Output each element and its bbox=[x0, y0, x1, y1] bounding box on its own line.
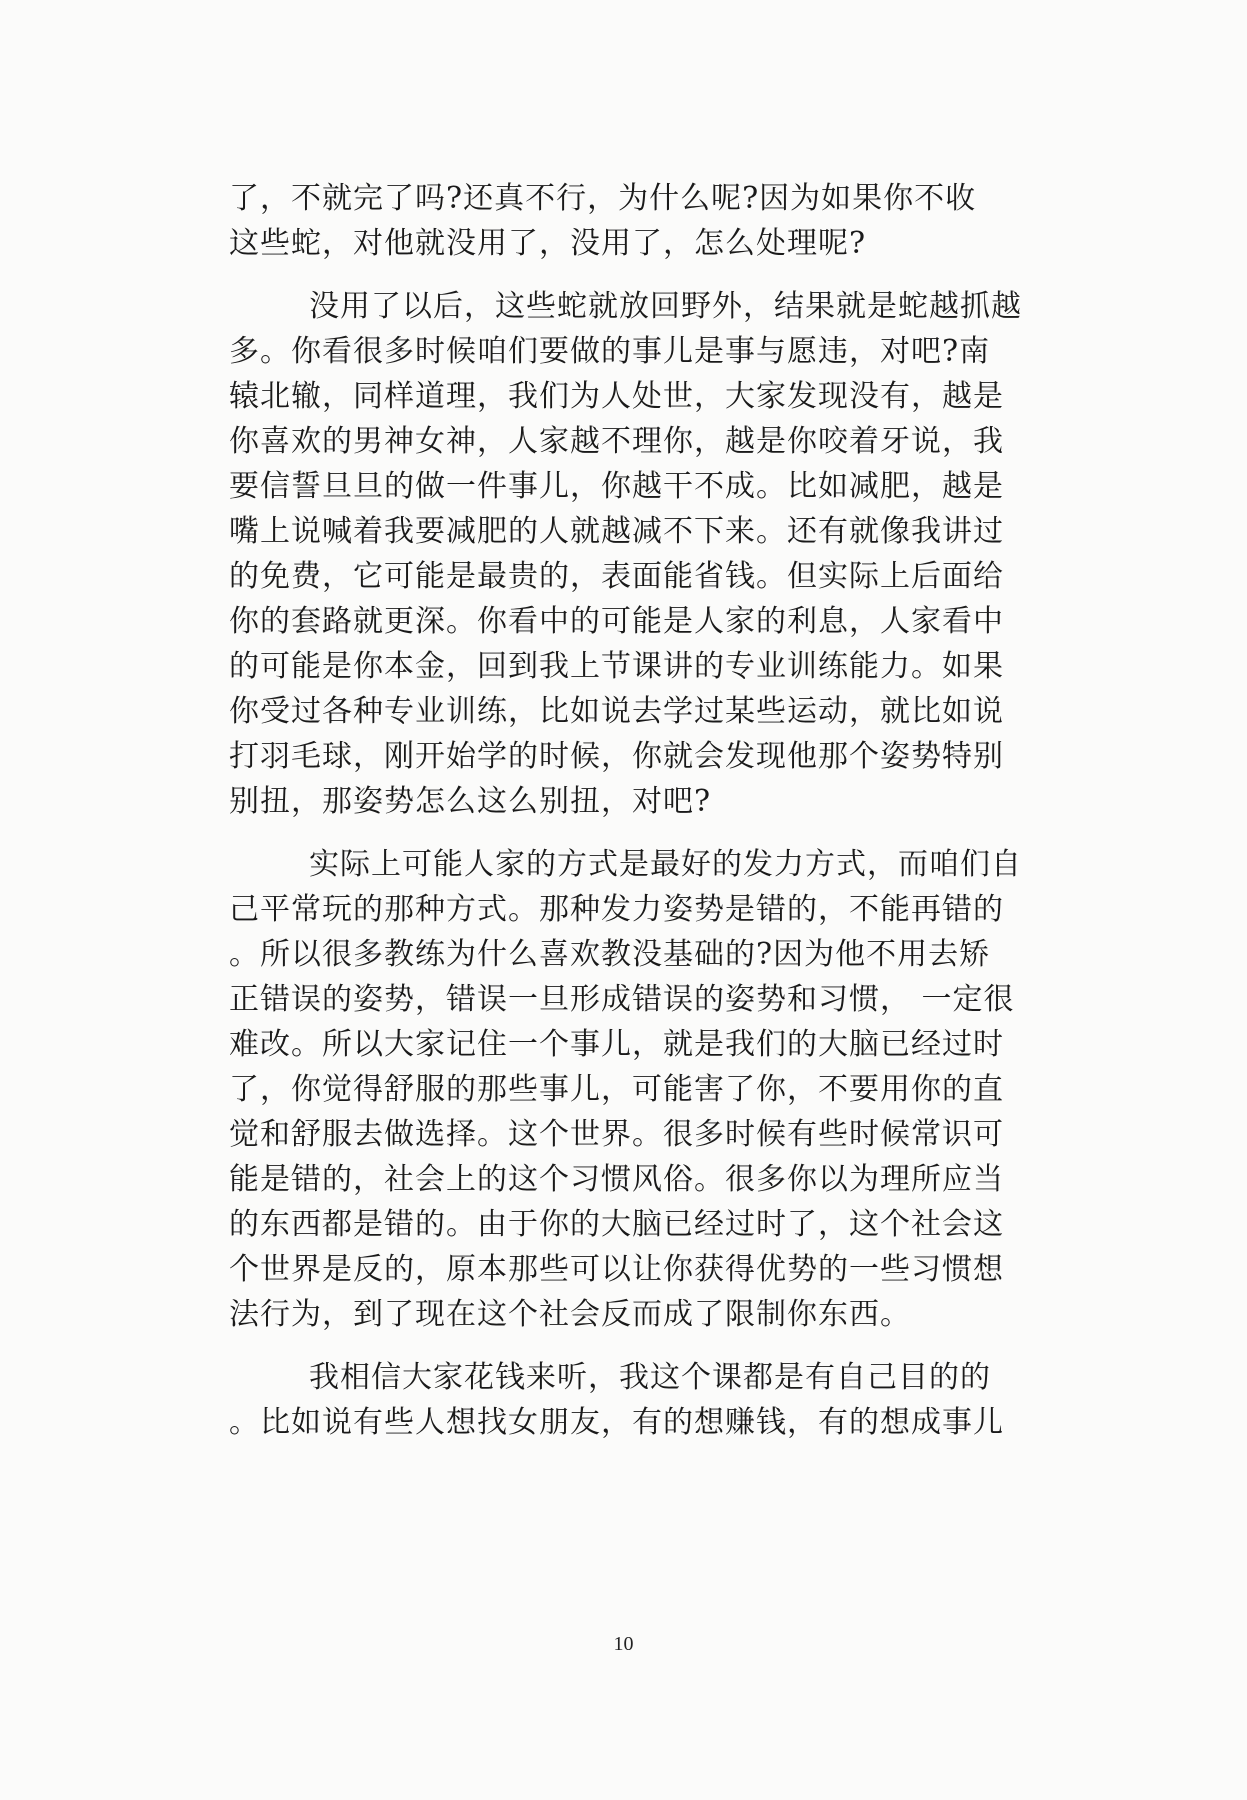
text-line: 你的套路就更深。你看中的可能是人家的利息，人家看中 bbox=[229, 604, 1004, 639]
text-line: 了，不就完了吗?还真不行，为什么呢?因为如果你不收 bbox=[229, 181, 977, 216]
page-number: 10 bbox=[613, 1633, 634, 1655]
body-text bbox=[229, 176, 1029, 1445]
text-line: 别扭，那姿势怎么这么别扭，对吧? bbox=[229, 784, 712, 819]
text-line: 辕北辙，同样道理，我们为人处世，大家发现没有，越是 bbox=[229, 379, 1004, 414]
text-line: 我相信大家花钱来听，我这个课都是有自己目的的 bbox=[309, 1360, 991, 1395]
paragraph-4 bbox=[229, 1355, 1029, 1445]
text-line: 的东西都是错的。由于你的大脑已经过时了，这个社会这 bbox=[229, 1207, 1004, 1242]
text-line: 己平常玩的那种方式。那种发力姿势是错的，不能再错的 bbox=[229, 892, 1004, 927]
text-line: 多。你看很多时候咱们要做的事儿是事与愿违，对吧?南 bbox=[229, 334, 991, 369]
paragraph-3 bbox=[229, 842, 1029, 1337]
text-line: 的可能是你本金，回到我上节课讲的专业训练能力。如果 bbox=[229, 649, 1004, 684]
text-line: 打羽毛球，刚开始学的时候，你就会发现他那个姿势特别 bbox=[229, 739, 1004, 774]
text-line: 没用了以后，这些蛇就放回野外，结果就是蛇越抓越 bbox=[309, 289, 1022, 324]
text-line: 正错误的姿势，错误一旦形成错误的姿势和习惯， 一定很 bbox=[229, 982, 1015, 1017]
text-line: 的免费，它可能是最贵的，表面能省钱。但实际上后面给 bbox=[229, 559, 1004, 594]
text-line: 你受过各种专业训练，比如说去学过某些运动，就比如说 bbox=[229, 694, 1004, 729]
text-line: 。所以很多教练为什么喜欢教没基础的?因为他不用去矫 bbox=[229, 937, 991, 972]
text-line: 能是错的，社会上的这个习惯风俗。很多你以为理所应当 bbox=[229, 1162, 1004, 1197]
text-line: 这些蛇，对他就没用了，没用了，怎么处理呢? bbox=[229, 226, 867, 261]
text-line: 了，你觉得舒服的那些事儿，可能害了你，不要用你的直 bbox=[229, 1072, 1004, 1107]
paragraph-2 bbox=[229, 284, 1029, 824]
text-line: 嘴上说喊着我要减肥的人就越减不下来。还有就像我讲过 bbox=[229, 514, 1004, 549]
text-line: 。比如说有些人想找女朋友，有的想赚钱，有的想成事儿 bbox=[229, 1405, 1004, 1440]
text-line: 难改。所以大家记住一个事儿，就是我们的大脑已经过时 bbox=[229, 1027, 1004, 1062]
text-line: 个世界是反的，原本那些可以让你获得优势的一些习惯想 bbox=[229, 1252, 1004, 1287]
text-line: 法行为，到了现在这个社会反而成了限制你东西。 bbox=[229, 1297, 911, 1332]
text-line: 觉和舒服去做选择。这个世界。很多时候有些时候常识可 bbox=[229, 1117, 1004, 1152]
text-line: 你喜欢的男神女神，人家越不理你，越是你咬着牙说，我 bbox=[229, 424, 1004, 459]
text-line: 要信誓旦旦的做一件事儿，你越干不成。比如减肥，越是 bbox=[229, 469, 1004, 504]
paragraph-1 bbox=[229, 176, 1029, 266]
text-line: 实际上可能人家的方式是最好的发力方式，而咱们自 bbox=[309, 847, 1022, 882]
